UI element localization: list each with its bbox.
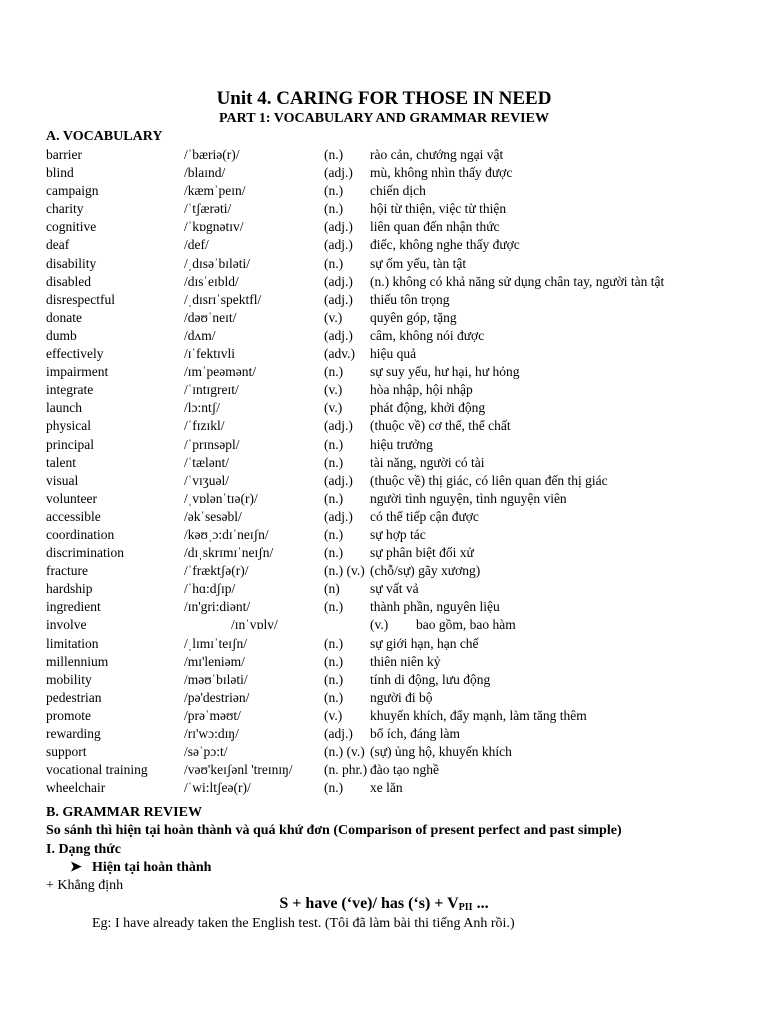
vocab-ipa: /dʌm/: [184, 327, 216, 343]
vocab-row: [46, 761, 746, 779]
vocab-meaning: (chỗ/sự) gãy xương): [370, 563, 481, 579]
comparison-heading: So sánh thì hiện tại hoàn thành và quá khứ đơn (Comparison of present perfect and past simple): [46, 823, 622, 838]
vocab-row: [46, 273, 746, 291]
vocab-ipa: /ˈkɒgnətɪv/: [184, 219, 244, 235]
vocab-pos: (adj.): [324, 165, 353, 181]
vocab-ipa: /rɪ'wɔ:dɪŋ/: [184, 726, 239, 741]
vocab-row: [46, 725, 746, 743]
vocab-ipa: /ˈɪntɪgreɪt/: [184, 382, 239, 398]
vocab-ipa: /əkˈsesəbl/: [184, 508, 242, 524]
vocab-row: [46, 779, 746, 797]
vocab-pos: (adj.): [324, 472, 353, 488]
page-title: Unit 4. CARING FOR THOSE IN NEED: [216, 88, 552, 109]
vocab-pos: (adj.): [324, 508, 353, 524]
vocab-word: physical: [46, 418, 91, 434]
vocab-ipa: /məʊˈbɪləti/: [184, 671, 248, 687]
tense-bullet-item: [70, 859, 211, 877]
vocab-word: discrimination: [46, 545, 124, 561]
example-sentence: Eg: I have already taken the English test. (Tôi đã làm bài thi tiếng Anh rồi.): [92, 916, 515, 931]
vocab-meaning: có thể tiếp cận được: [370, 508, 479, 524]
vocab-word: donate: [46, 309, 82, 325]
vocab-word: fracture: [46, 563, 88, 579]
vocab-ipa: /ˈfɪzɪkl/: [184, 418, 225, 434]
vocab-row: [46, 598, 746, 616]
vocab-pos: (n.) (v.): [324, 563, 365, 579]
vocab-meaning: sự hợp tác: [370, 526, 426, 542]
vocab-meaning: người tình nguyện, tình nguyện viên: [370, 490, 567, 506]
vocab-meaning: sự giới hạn, hạn chế: [370, 635, 479, 651]
vocab-row: [46, 291, 746, 309]
vocab-row: [46, 689, 746, 707]
vocab-row: [46, 200, 746, 218]
vocab-meaning: (thuộc về) cơ thể, thể chất: [370, 418, 511, 434]
vocab-pos: (n.): [324, 147, 344, 162]
vocab-row: [46, 146, 746, 164]
vocab-meaning: khuyến khích, đẩy mạnh, làm tăng thêm: [370, 707, 587, 723]
vocab-meaning: rào cản, chướng ngại vật: [370, 147, 504, 162]
section-grammar-heading: B. GRAMMAR REVIEW: [46, 805, 202, 820]
vocab-pos: (n.): [324, 255, 344, 271]
vocab-meaning: phát động, khởi động: [370, 400, 486, 416]
vocab-meaning: hiệu quả: [370, 346, 417, 362]
vocab-word: support: [46, 744, 87, 760]
vocab-row: [46, 164, 746, 182]
vocab-pos: (n.): [324, 671, 344, 687]
vocab-meaning: sự ốm yếu, tàn tật: [370, 255, 467, 271]
vocab-ipa: /ˌdɪsrɪˈspektfl/: [184, 291, 262, 307]
vocab-pos: (n.): [324, 545, 344, 561]
vocab-ipa: /dəʊˈneɪt/: [184, 309, 237, 325]
vocab-pos: (n.): [324, 436, 344, 452]
vocab-meaning: sự suy yếu, hư hại, hư hỏng: [370, 364, 520, 380]
vocab-ipa: /vəʊ'keɪʃənl 'treɪnɪŋ/: [184, 762, 293, 778]
vocab-row: [46, 707, 746, 725]
vocab-pos: (n.): [324, 635, 344, 651]
vocab-meaning: điếc, không nghe thấy được: [370, 237, 520, 253]
vocab-meaning: hòa nhập, hội nhập: [370, 382, 473, 398]
vocab-meaning: chiến dịch: [370, 183, 426, 199]
vocab-word: dumb: [46, 327, 77, 343]
vocab-meaning: (n.) không có khả năng sử dụng chân tay, người tàn tật: [370, 273, 665, 289]
vocab-ipa: /ˈwi:ltʃeə(r)/: [184, 780, 251, 796]
vocab-meaning: sự vất vả: [370, 581, 419, 597]
vocab-row: [46, 562, 746, 580]
section-vocabulary-heading: A. VOCABULARY: [46, 129, 163, 144]
vocab-ipa: /səˈpɔ:t/: [184, 744, 228, 760]
vocab-word: ingredient: [46, 599, 101, 615]
vocab-word: limitation: [46, 635, 99, 651]
vocab-pos: (n.): [324, 490, 344, 506]
vocab-word: mobility: [46, 671, 92, 687]
vocab-meaning: mù, không nhìn thấy được: [370, 165, 513, 181]
vocab-word: effectively: [46, 346, 104, 362]
vocab-ipa: /ɪˈfektɪvli: [184, 346, 235, 362]
vocab-meaning: thiếu tôn trọng: [370, 291, 450, 307]
vocab-pos: (adj.): [324, 327, 353, 343]
vocab-row: [46, 526, 746, 544]
vocab-row: [46, 544, 746, 562]
vocab-meaning: bổ ích, đáng làm: [370, 726, 460, 741]
vocab-ipa: /pə'destriən/: [184, 689, 250, 705]
vocab-row: [46, 671, 746, 689]
vocab-meaning: thiên niên kỷ: [370, 653, 441, 669]
vocab-word: barrier: [46, 147, 82, 162]
vocab-word: involve: [46, 617, 87, 633]
vocab-pos: (adj.): [324, 237, 353, 253]
vocab-ipa: /ɪmˈpeəmənt/: [184, 364, 256, 380]
vocab-word: deaf: [46, 237, 70, 253]
vocab-pos: (v.): [370, 617, 389, 633]
vocab-pos: (n. phr.): [324, 762, 368, 778]
vocab-word: charity: [46, 201, 84, 217]
vocab-pos: (v.): [324, 309, 343, 325]
vocab-meaning: tài năng, người có tài: [370, 454, 485, 470]
vocab-meaning: hội từ thiện, việc từ thiện: [370, 201, 507, 217]
vocab-word: pedestrian: [46, 689, 102, 705]
vocab-pos: (adj.): [324, 219, 353, 235]
vocab-ipa: /lɔ:ntʃ/: [184, 400, 220, 416]
vocab-meaning: sự phân biệt đối xử: [370, 545, 474, 561]
vocab-pos: (adv.): [324, 346, 355, 362]
vocab-ipa: /ˈvɪʒuəl/: [184, 472, 229, 488]
page-subtitle: PART 1: VOCABULARY AND GRAMMAR REVIEW: [219, 111, 549, 126]
vocab-pos: (adj.): [324, 273, 353, 289]
vocab-word: talent: [46, 454, 76, 470]
vocab-pos: (v.): [324, 707, 343, 723]
vocab-row: [46, 236, 746, 254]
vocab-row: [46, 490, 746, 508]
vocab-word: disabled: [46, 273, 91, 289]
vocab-row: [46, 182, 746, 200]
vocab-row: [46, 436, 746, 454]
vocab-word: wheelchair: [46, 780, 106, 796]
vocab-ipa: /kəʊˌɔ:dɪˈneɪʃn/: [184, 526, 269, 542]
vocab-pos: (n.): [324, 526, 344, 542]
vocab-row: [46, 417, 746, 435]
affirmative-label: + Khẳng định: [46, 878, 124, 893]
vocab-meaning: bao gồm, bao hàm: [416, 617, 516, 633]
vocab-ipa: /ˈprɪnsəpl/: [184, 436, 240, 452]
vocab-row: [46, 327, 746, 345]
vocab-ipa: /blaɪnd/: [184, 165, 226, 181]
vocab-ipa: /prəˈməʊt/: [184, 707, 241, 723]
vocab-row: [46, 653, 746, 671]
vocab-meaning: liên quan đến nhận thức: [370, 219, 500, 235]
arrow-bullet-icon: ➤: [70, 860, 82, 875]
vocab-ipa: /ˈtælənt/: [184, 454, 229, 470]
vocab-meaning: tính di động, lưu động: [370, 671, 491, 687]
vocab-word: promote: [46, 707, 91, 723]
vocab-row: [46, 743, 746, 761]
vocab-meaning: quyên góp, tặng: [370, 309, 457, 325]
vocab-ipa: /ˈtʃærəti/: [184, 201, 232, 217]
vocab-ipa: /dɪsˈeɪbld/: [184, 273, 239, 289]
vocab-row: [46, 580, 746, 598]
vocab-pos: (v.): [324, 382, 343, 398]
vocab-pos: (n.): [324, 201, 344, 217]
formula-main: S + have (‘ve)/ has (‘s) + V: [279, 895, 459, 912]
vocab-row: [46, 255, 746, 273]
vocabulary-list: [46, 146, 746, 797]
vocab-word: vocational training: [46, 762, 148, 778]
vocab-word: millennium: [46, 653, 109, 669]
vocab-word: disability: [46, 255, 97, 271]
vocab-meaning: câm, không nói được: [370, 327, 485, 343]
vocab-word: impairment: [46, 364, 109, 380]
vocab-meaning: (thuộc về) thị giác, có liên quan đến thị giác: [370, 472, 608, 488]
vocab-row: [46, 508, 746, 526]
vocab-pos: (adj.): [324, 726, 353, 741]
vocab-row: [46, 454, 746, 472]
vocab-ipa: /ɪnˈvɒlv/: [231, 617, 278, 633]
vocab-word: campaign: [46, 183, 99, 199]
form-heading: I. Dạng thức: [46, 842, 121, 857]
vocab-ipa: /ˈbæriə(r)/: [184, 147, 240, 162]
vocab-ipa: /ˌvɒlənˈtɪə(r)/: [184, 490, 258, 506]
vocab-ipa: /def/: [184, 237, 209, 253]
formula-end: ...: [472, 895, 489, 912]
vocab-word: launch: [46, 400, 82, 416]
vocab-word: accessible: [46, 508, 101, 524]
vocab-word: blind: [46, 165, 74, 181]
vocab-row: [46, 363, 746, 381]
vocab-pos: (n.): [324, 454, 344, 470]
vocab-ipa: /ˌlɪmɪˈteɪʃn/: [184, 635, 247, 651]
vocab-row: [46, 345, 746, 363]
vocab-row: [46, 218, 746, 236]
vocab-pos: (adj.): [324, 291, 353, 307]
vocab-pos: (n.): [324, 780, 344, 796]
vocab-row: [46, 635, 746, 653]
vocab-pos: (n.) (v.): [324, 744, 365, 760]
vocab-meaning: đào tạo nghề: [370, 762, 439, 778]
vocab-word: coordination: [46, 526, 115, 542]
vocab-word: hardship: [46, 581, 93, 597]
vocab-ipa: /ˌdɪsəˈbɪləti/: [184, 255, 250, 271]
vocab-word: rewarding: [46, 726, 101, 741]
vocab-ipa: /ˈhɑ:dʃɪp/: [184, 581, 236, 597]
vocab-pos: (adj.): [324, 418, 353, 434]
vocab-meaning: xe lăn: [370, 780, 403, 796]
vocab-pos: (n.): [324, 599, 344, 615]
formula-subscript: PII: [458, 902, 473, 913]
vocab-word: visual: [46, 472, 79, 488]
vocab-ipa: /kæmˈpeɪn/: [184, 183, 246, 199]
vocab-pos: (n.): [324, 689, 344, 705]
vocab-word: integrate: [46, 382, 94, 398]
vocab-ipa: /ɪn'gri:diənt/: [184, 599, 251, 615]
vocab-row: [46, 616, 746, 634]
vocab-pos: (v.): [324, 400, 343, 416]
vocab-row: [46, 309, 746, 327]
vocab-word: principal: [46, 436, 94, 452]
vocab-pos: (n.): [324, 183, 344, 199]
vocab-ipa: /mɪ'leniəm/: [184, 653, 245, 669]
vocab-pos: (n.): [324, 364, 344, 380]
vocab-row: [46, 381, 746, 399]
vocab-pos: (n.): [324, 653, 344, 669]
vocab-row: [46, 399, 746, 417]
vocab-row: [46, 472, 746, 490]
tense-bullet-label: Hiện tại hoàn thành: [92, 860, 212, 875]
vocab-word: disrespectful: [46, 291, 115, 307]
vocab-word: volunteer: [46, 490, 97, 506]
vocab-ipa: /dɪˌskrɪmɪˈneɪʃn/: [184, 545, 274, 561]
vocab-meaning: hiệu trưởng: [370, 436, 433, 452]
vocab-meaning: thành phần, nguyên liệu: [370, 599, 500, 615]
vocab-word: cognitive: [46, 219, 97, 235]
vocab-meaning: (sự) ủng hộ, khuyến khích: [370, 744, 512, 760]
vocab-pos: (n): [324, 581, 340, 597]
vocab-meaning: người đi bộ: [370, 689, 433, 705]
vocab-ipa: /ˈfræktʃə(r)/: [184, 563, 249, 579]
